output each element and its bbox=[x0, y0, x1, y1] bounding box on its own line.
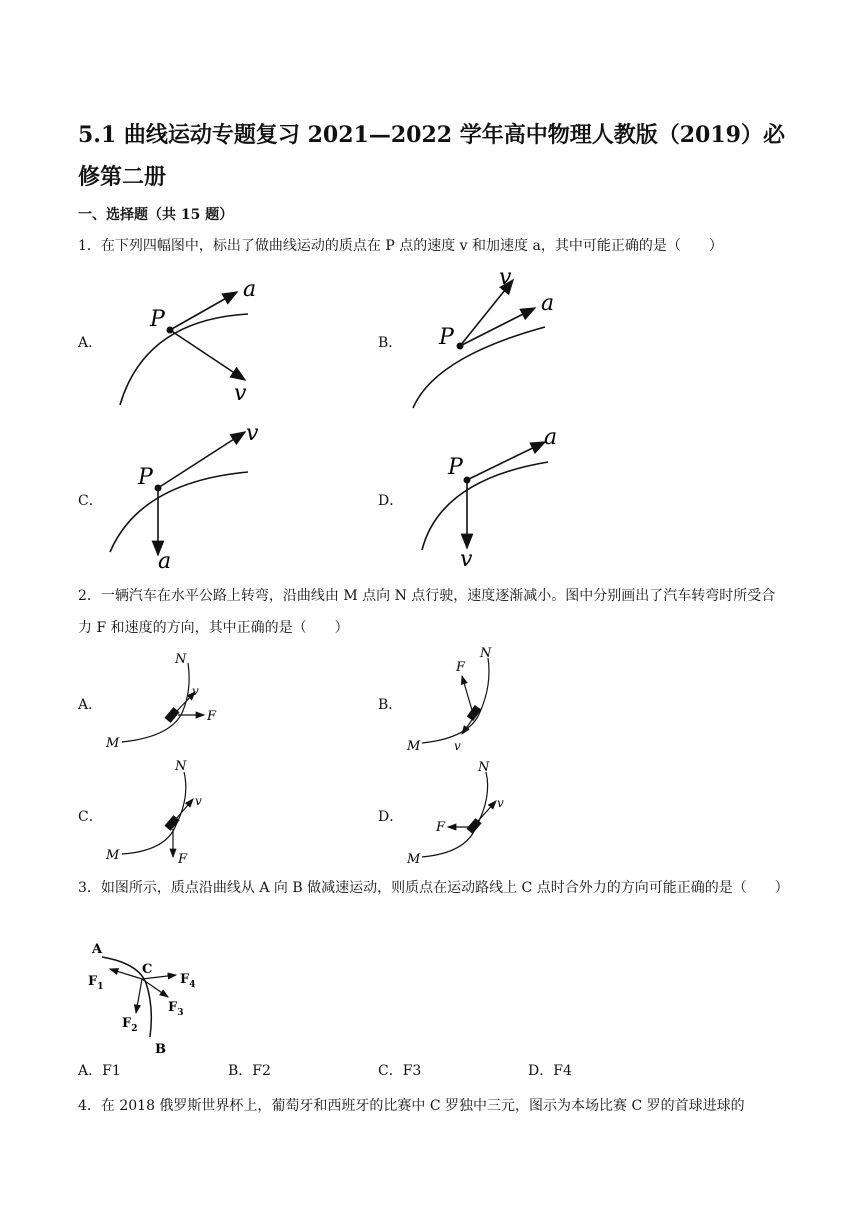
q1-option-b-label: B． bbox=[378, 335, 403, 351]
velocity-label: v bbox=[246, 421, 259, 446]
force-f3-label: $F_3$ bbox=[168, 1000, 184, 1018]
point-label: P bbox=[439, 325, 454, 350]
f-label: F bbox=[456, 660, 466, 675]
q1-diagram-a bbox=[100, 270, 300, 410]
q3-answer-b: B．F2 bbox=[228, 1063, 271, 1079]
q3-diagram bbox=[80, 935, 220, 1055]
force-f1-label: $F_1$ bbox=[88, 974, 104, 992]
accel-label: a bbox=[158, 549, 172, 570]
question-3-text: 3．如图所示，质点沿曲线从 A 向 B 做减速运动，则质点在运动路线上 C 点时合外力的方向可能正确的是（ ） bbox=[78, 880, 789, 896]
velocity-label: v bbox=[234, 381, 247, 406]
q1-diagram-c bbox=[100, 420, 300, 570]
accel-label: a bbox=[243, 277, 257, 302]
q3-answer-d: D．F4 bbox=[528, 1063, 572, 1079]
point-label: P bbox=[138, 465, 153, 490]
v-label: v bbox=[195, 794, 202, 808]
point-a-label: A bbox=[92, 942, 103, 957]
q2-diagram-c bbox=[100, 757, 240, 867]
n-label: N bbox=[175, 652, 187, 667]
document-title: 5.1 曲线运动专题复习 2021—2022 学年高中物理人教版（2019）必修第二册 bbox=[78, 122, 785, 190]
q2-diagram-b bbox=[400, 640, 540, 760]
v-label: v bbox=[454, 739, 461, 753]
q2-option-b-label: B． bbox=[378, 697, 403, 713]
q2-diagram-d bbox=[400, 757, 540, 867]
f-label: F bbox=[207, 709, 217, 724]
m-label: M bbox=[407, 852, 421, 867]
question-1-text: 1．在下列四幅图中，标出了做曲线运动的质点在 P 点的速度 v 和加速度 a，其中可能正确的是（ ） bbox=[78, 238, 723, 254]
q3-answer-c: C．F3 bbox=[378, 1063, 422, 1079]
section-heading: 一、选择题（共 15 题） bbox=[78, 207, 234, 223]
n-label: N bbox=[175, 759, 187, 774]
n-label: N bbox=[480, 646, 492, 661]
m-label: M bbox=[106, 736, 120, 751]
v-label: v bbox=[497, 796, 504, 810]
q1-option-d-label: D． bbox=[378, 493, 404, 509]
m-label: M bbox=[106, 848, 120, 863]
question-2-text: 2．一辆汽车在水平公路上转弯，沿曲线由 M 点向 N 点行驶，速度逐渐减小。图中分别画出了汽车转弯时所受合力 F 和速度的方向，其中正确的是（ ） bbox=[78, 588, 776, 636]
q1-option-c-label: C． bbox=[78, 493, 103, 509]
q2-option-c-label: C． bbox=[78, 809, 103, 825]
point-c-label: C bbox=[142, 962, 153, 977]
q1-diagram-b bbox=[395, 262, 595, 412]
force-f2-label: $F_2$ bbox=[122, 1016, 138, 1034]
q1-diagram-d bbox=[410, 420, 600, 570]
force-f4-label: $F_4$ bbox=[180, 972, 196, 990]
accel-label: a bbox=[544, 425, 558, 450]
q3-answer-a: A．F1 bbox=[78, 1063, 121, 1079]
q2-diagram-a bbox=[100, 645, 240, 755]
accel-label: a bbox=[541, 291, 555, 316]
f-label: F bbox=[178, 852, 188, 867]
point-label: P bbox=[448, 455, 463, 480]
f-label: F bbox=[436, 820, 446, 835]
question-4-text: 4．在 2018 俄罗斯世界杯上，葡萄牙和西班牙的比赛中 C 罗独中三元，图示为本场比赛 C 罗的首球进球的 bbox=[78, 1098, 745, 1114]
velocity-label: v bbox=[499, 265, 512, 290]
velocity-label: v bbox=[460, 547, 473, 570]
v-label: v bbox=[192, 684, 199, 698]
point-b-label: B bbox=[155, 1042, 166, 1055]
n-label: N bbox=[478, 760, 490, 775]
q1-option-a-label: A． bbox=[78, 335, 103, 351]
q2-option-a-label: A． bbox=[78, 697, 103, 713]
q2-option-d-label: D． bbox=[378, 809, 404, 825]
m-label: M bbox=[407, 739, 421, 754]
point-label: P bbox=[150, 307, 165, 332]
